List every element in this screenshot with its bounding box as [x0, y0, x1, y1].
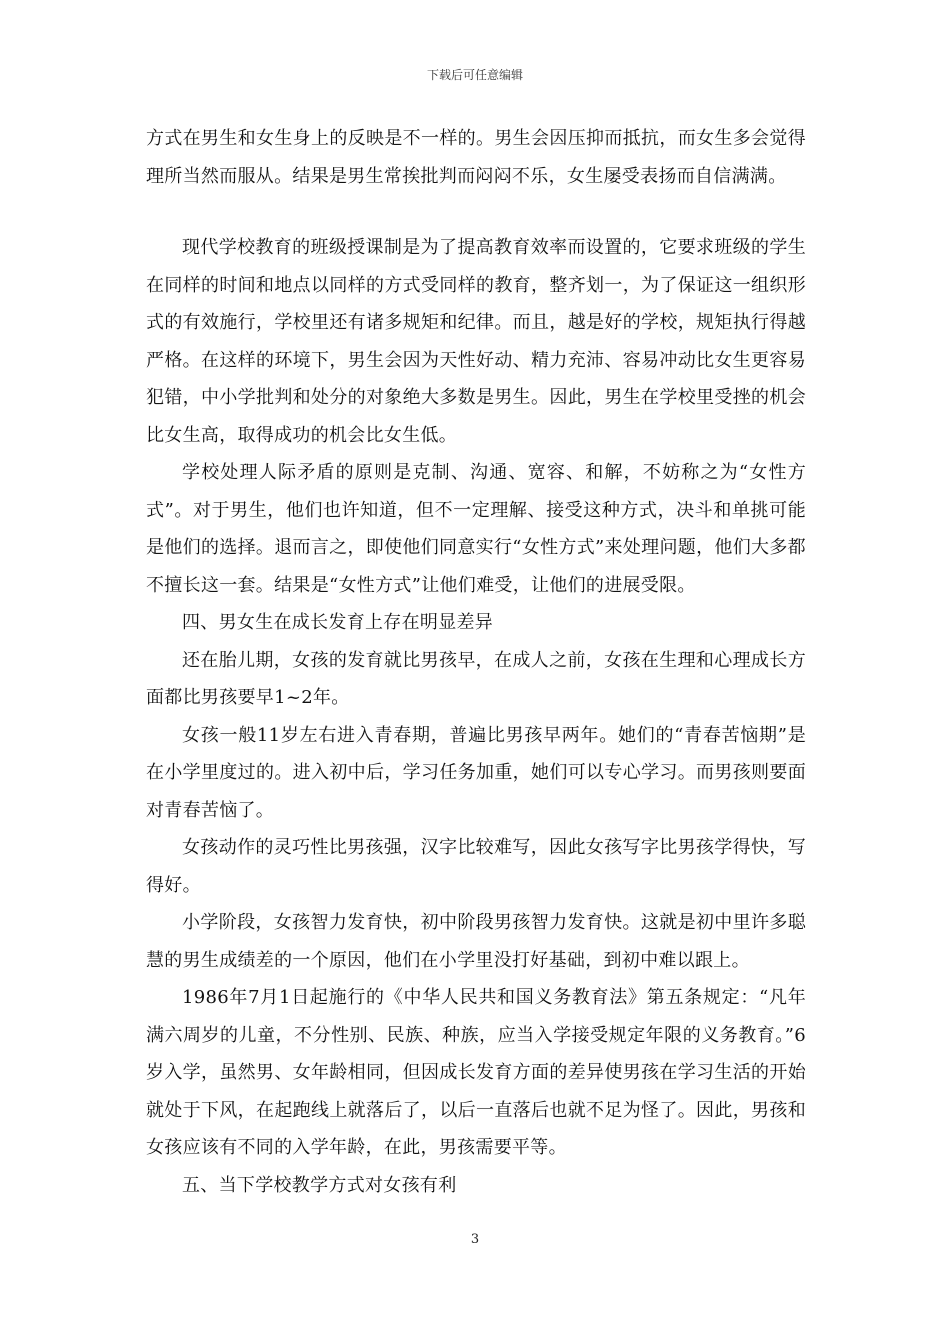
- paragraph-puberty: 女孩一般11岁左右进入青春期，普遍比男孩早两年。她们的“青春苦恼期”是在小学里度过的。进入初中后，学习任务加重，她们可以专心学习。而男孩则要面对青春苦恼了。: [146, 724, 806, 821]
- page-header: 下载后可任意编辑: [426, 68, 523, 82]
- paragraph-dexterity: 女孩动作的灵巧性比男孩强，汉字比较难写，因此女孩写字比男孩学得快，写得好。: [146, 837, 806, 896]
- paragraph-education-law: 1986年7月1日起施行的《中华人民共和国义务教育法》第五条规定：“凡年满六周岁的儿童，不分性别、民族、种族，应当入学接受规定年限的义务教育。”6岁入学，虽然男、女年龄相同，但因成长发育方面的差异使男孩在学习生活的开始就处于下风，在起跑线上就落后了，以后一直落后也就不足为怪了。因此，男孩和女孩应该有不同的入学年龄，在此，男孩需要平等。: [146, 987, 806, 1158]
- paragraph-female-method: 学校处理人际矛盾的原则是克制、沟通、宽容、和解，不妨称之为“女性方式”。对于男生，他们也许知道，但不一定理解、接受这种方式，决斗和单挑可能是他们的选择。退而言之，即使他们同意实行“女性方式”来处理问题，他们大多都不擅长这一套。结果是“女性方式”让他们难受，让他们的进展受限。: [146, 462, 806, 596]
- document-body: [146, 120, 806, 1204]
- paragraph-gap: [146, 195, 806, 229]
- section-heading-4: 四、男女生在成长发育上存在明显差异: [182, 612, 494, 633]
- page-number: 3: [470, 1232, 480, 1247]
- paragraph-intelligence: 小学阶段，女孩智力发育快，初中阶段男孩智力发育快。这就是初中里许多聪慧的男生成绩差的一个原因，他们在小学里没打好基础，到初中难以跟上。: [146, 912, 806, 971]
- paragraph-class-system: 现代学校教育的班级授课制是为了提高教育效率而设置的，它要求班级的学生在同样的时间和地点以同样的方式受同样的教育，整齐划一，为了保证这一组织形式的有效施行，学校里还有诸多规矩和纪律。而且，越是好的学校，规矩执行得越严格。在这样的环境下，男生会因为天性好动、精力充沛、容易冲动比女生更容易犯错，中小学批判和处分的对象绝大多数是男生。因此，男生在学校里受挫的机会比女生高，取得成功的机会比女生低。: [146, 237, 806, 446]
- paragraph-fetal-development: 还在胎儿期，女孩的发育就比男孩早，在成人之前，女孩在生理和心理成长方面都比男孩要早1~2年。: [146, 649, 806, 708]
- section-heading-5: 五、当下学校教学方式对女孩有利: [182, 1174, 457, 1196]
- paragraph-continuation: 方式在男生和女生身上的反映是不一样的。男生会因压抑而抵抗，而女生多会觉得理所当然而服从。结果是男生常挨批判而闷闷不乐，女生屡受表扬而自信满满。: [146, 128, 806, 187]
